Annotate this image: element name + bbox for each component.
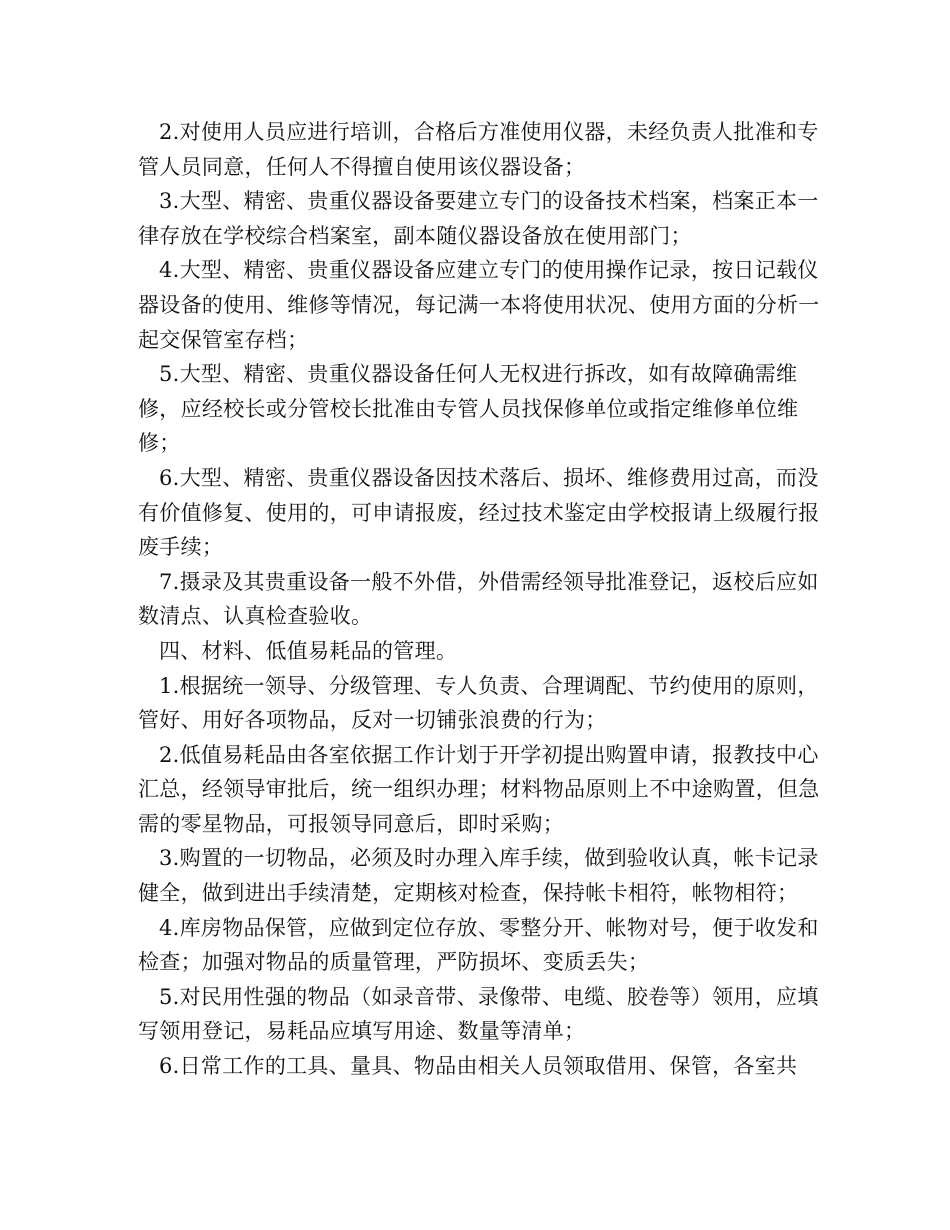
paragraph-item-1: 1.根据统一领导、分级管理、专人负责、合理调配、节约使用的原则，管好、用好各项物品，反对一切铺张浪费的行为；: [138, 673, 819, 733]
paragraph-item-2b: 2.低值易耗品由各室依据工作计划于开学初提出购置申请，报教技中心汇总，经领导审批后，统一组织办理；材料物品原则上不中途购置，但急需的零星物品，可报领导同意后，即时采购；: [138, 742, 820, 836]
paragraph-item-7: 7.摄录及其贵重设备一般不外借，外借需经领导批准登记，返校后应如数清点、认真检查验收。: [138, 569, 819, 629]
paragraph-item-3b: 3.购置的一切物品，必须及时办理入库手续，做到验收认真，帐卡记录健全，做到进出手续清楚，定期核对检查，保持帐卡相符，帐物相符；: [138, 846, 819, 906]
paragraph-item-6b: 6.日常工作的工具、量具、物品由相关人员领取借用、保管，各室共: [159, 1054, 798, 1079]
document-body: [138, 115, 828, 1084]
paragraph-item-5b: 5.对民用性强的物品（如录音带、录像带、电缆、胶卷等）领用，应填写领用登记，易耗品应填写用途、数量等清单；: [138, 984, 819, 1044]
section-heading: 四、材料、低值易耗品的管理。: [159, 638, 458, 663]
paragraph-item-4b: 4.库房物品保管，应做到定位存放、零整分开、帐物对号，便于收发和检查；加强对物品的质量管理，严防损坏、变质丢失；: [138, 915, 819, 975]
paragraph-item-4: 4.大型、精密、贵重仪器设备应建立专门的使用操作记录，按日记载仪器设备的使用、维修等情况，每记满一本将使用状况、使用方面的分析一起交保管室存档；: [138, 258, 820, 352]
paragraph-item-2: 2.对使用人员应进行培训，合格后方准使用仪器，未经负责人批准和专管人员同意，任何人不得擅自使用该仪器设备；: [138, 120, 819, 179]
paragraph-item-3: 3.大型、精密、贵重仪器设备要建立专门的设备技术档案，档案正本一律存放在学校综合档案室，副本随仪器设备放在使用部门；: [138, 189, 819, 248]
paragraph-item-6: 6.大型、精密、贵重仪器设备因技术落后、损坏、维修费用过高，而没有价值修复、使用的，可申请报废，经过技术鉴定由学校报请上级履行报废手续；: [138, 465, 820, 560]
paragraph-item-5: 5.大型、精密、贵重仪器设备任何人无权进行拆改，如有故障确需维修，应经校长或分管校长批准由专管人员找保修单位或指定维修单位维修；: [138, 362, 799, 456]
